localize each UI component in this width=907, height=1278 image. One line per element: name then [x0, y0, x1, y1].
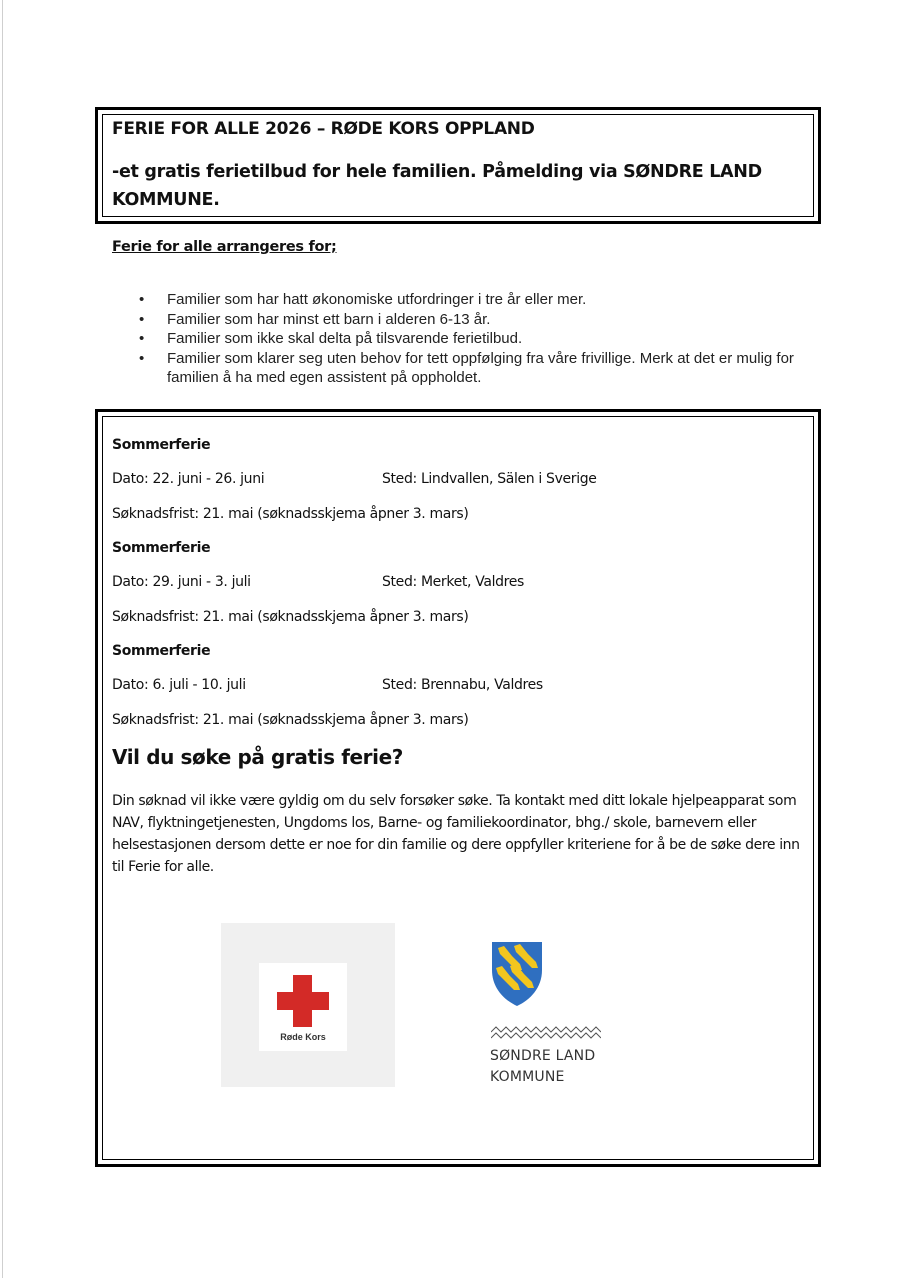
trip-title: Sommerferie	[112, 643, 211, 659]
bullet-icon: •	[139, 291, 145, 308]
bullet-icon: •	[139, 330, 145, 347]
apply-heading: Vil du søke på gratis ferie?	[112, 745, 403, 769]
trip-deadline: Søknadsfrist: 21. mai (søknadsskjema åpner 3. mars)	[112, 506, 469, 522]
trip-place: Sted: Brennabu, Valdres	[382, 677, 543, 693]
document-subtitle: -et gratis ferietilbud for hele familien. Påmelding via SØNDRE LAND KOMMUNE.	[112, 162, 762, 210]
criteria-item	[139, 290, 819, 310]
waves-icon	[491, 1026, 601, 1040]
trip-date: Dato: 22. juni - 26. juni	[112, 471, 265, 487]
sondre-land-line2: KOMMUNE	[490, 1069, 565, 1085]
sondre-land-wordmark	[490, 1046, 595, 1088]
red-cross-icon	[277, 992, 329, 1010]
trip-date: Dato: 6. juli - 10. juli	[112, 677, 246, 693]
coat-of-arms-icon	[490, 940, 544, 1008]
criteria-item-text: Familier som ikke skal delta på tilsvarende ferietilbud.	[167, 330, 523, 347]
trip-place: Sted: Lindvallen, Sälen i Sverige	[382, 471, 597, 487]
criteria-list	[139, 290, 819, 388]
apply-body: Din søknad vil ikke være gyldig om du selv forsøker søke. Ta kontakt med ditt lokale hjelpeapparat som NAV, flyktningetjenesten, Ungdoms los, Barne- og familiekoordinator, bhg./ skole, barnevern eller helsestasjonen dersom dette er noe for din familie og dere oppfyller kriteriene for å be de søke dere inn til Ferie for alle.	[112, 793, 800, 875]
bullet-icon: •	[139, 310, 145, 328]
document-title: FERIE FOR ALLE 2026 – RØDE KORS OPPLAND	[112, 119, 535, 139]
trips-frame-inner	[102, 416, 814, 1160]
criteria-heading: Ferie for alle arrangeres for;	[112, 239, 337, 255]
trip-deadline: Søknadsfrist: 21. mai (søknadsskjema åpner 3. mars)	[112, 712, 469, 728]
page-edge	[2, 0, 3, 1278]
criteria-item-text: Familier som klarer seg uten behov for tett oppfølging fra våre frivillige. Merk at det er mulig for familien å ha med egen assistent på oppholdet.	[167, 349, 794, 386]
red-cross-label: Røde Kors	[280, 1032, 326, 1042]
criteria-item	[139, 310, 819, 330]
trip-title: Sommerferie	[112, 437, 211, 453]
trips-frame	[95, 409, 821, 1167]
trip-date: Dato: 29. juni - 3. juli	[112, 574, 251, 590]
sondre-land-logo	[490, 940, 620, 1090]
criteria-item	[139, 349, 819, 388]
criteria-item-text: Familier som har hatt økonomiske utfordringer i tre år eller mer.	[167, 291, 587, 308]
trip-place: Sted: Merket, Valdres	[382, 574, 524, 590]
criteria-item-text: Familier som har minst ett barn i alderen 6-13 år.	[167, 310, 491, 328]
trip-title: Sommerferie	[112, 540, 211, 556]
trip-deadline: Søknadsfrist: 21. mai (søknadsskjema åpner 3. mars)	[112, 609, 469, 625]
bullet-icon: •	[139, 349, 145, 367]
red-cross-logo-card	[259, 963, 347, 1051]
sondre-land-line1: SØNDRE LAND	[490, 1048, 596, 1064]
red-cross-logo	[221, 923, 395, 1087]
criteria-item	[139, 329, 819, 349]
